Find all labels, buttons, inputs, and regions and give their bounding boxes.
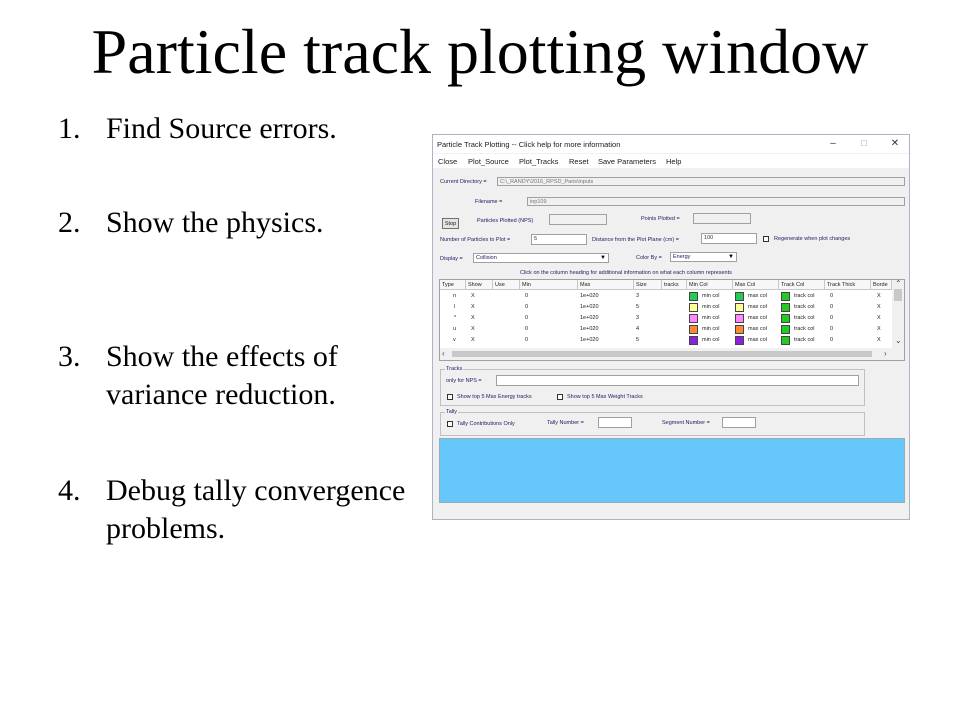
- window-titlebar: [433, 135, 909, 153]
- cell-size[interactable]: 4: [636, 326, 640, 332]
- track-color-swatch[interactable]: [781, 292, 790, 301]
- tracks-group-legend: Tracks: [446, 366, 463, 372]
- filename-label: Filename =: [475, 199, 503, 205]
- bullet-text: Debug tally convergence problems.: [106, 474, 406, 545]
- cell-size[interactable]: 3: [636, 293, 640, 299]
- table-row[interactable]: [440, 302, 892, 313]
- current-directory-label: Current Directory =: [440, 179, 487, 185]
- cell-show[interactable]: X: [471, 293, 475, 299]
- bullet-text: Show the effects of variance reduction.: [106, 340, 338, 411]
- cell-show[interactable]: X: [471, 337, 475, 343]
- cell-track-thick[interactable]: 0: [830, 293, 834, 299]
- tally-contributions-checkbox[interactable]: [447, 421, 453, 427]
- particles-plotted-field: [549, 214, 607, 225]
- cell-min[interactable]: 0: [525, 315, 529, 321]
- top5-weight-label: Show top 5 Max Weight Tracks: [567, 394, 643, 400]
- tally-contributions-label: Tally Contributions Only: [457, 421, 515, 427]
- cell-min-col: min col: [702, 293, 720, 299]
- menu-bar: [433, 154, 909, 168]
- cell-max[interactable]: 1e+020: [580, 304, 599, 310]
- close-window-button[interactable]: ✕: [890, 138, 900, 149]
- track-color-swatch[interactable]: [781, 325, 790, 334]
- cell-type: *: [454, 315, 457, 321]
- num-particles-label: Number of Particles to Plot =: [440, 237, 511, 243]
- cell-track-thick[interactable]: 0: [830, 315, 834, 321]
- cell-min-col: min col: [702, 337, 720, 343]
- table-hint: Click on the column heading for additional information on what each column represents: [520, 270, 732, 276]
- cell-border[interactable]: X: [877, 337, 881, 343]
- column-header-min-col[interactable]: Min Col: [687, 280, 733, 290]
- cell-type: u: [453, 326, 457, 332]
- cell-max[interactable]: 1e+020: [580, 326, 599, 332]
- chevron-down-icon: ▼: [728, 254, 734, 260]
- only-for-nps-input[interactable]: [496, 375, 859, 386]
- cell-size[interactable]: 3: [636, 315, 640, 321]
- points-plotted-label: Points Plotted =: [641, 216, 680, 222]
- bullet-text: Show the physics.: [106, 206, 324, 239]
- column-header-track-thick[interactable]: Track Thick: [825, 280, 871, 290]
- vertical-scroll-thumb[interactable]: [894, 289, 902, 301]
- bullet-number: 3.: [58, 340, 81, 373]
- bullet-text: Find Source errors.: [106, 112, 337, 145]
- min-color-swatch[interactable]: [689, 314, 698, 323]
- color-by-label: Color By =: [636, 255, 662, 261]
- cell-show[interactable]: X: [471, 315, 475, 321]
- cell-max[interactable]: 1e+020: [580, 337, 599, 343]
- cell-track-col: track col: [794, 337, 815, 343]
- min-color-swatch[interactable]: [689, 292, 698, 301]
- message-output-area[interactable]: [439, 438, 905, 503]
- cell-border[interactable]: X: [877, 315, 881, 321]
- cell-min[interactable]: 0: [525, 326, 529, 332]
- cell-track-col: track col: [794, 293, 815, 299]
- tally-number-input[interactable]: [598, 417, 632, 428]
- cell-show[interactable]: X: [471, 304, 475, 310]
- tracks-group: [440, 366, 865, 406]
- scroll-down-icon[interactable]: ⌄: [895, 336, 902, 345]
- table-row[interactable]: [440, 291, 892, 302]
- menu-plot-source[interactable]: Plot_Source: [468, 157, 509, 166]
- column-header-show[interactable]: Show: [466, 280, 493, 290]
- particles-plotted-label: Particles Plotted (NPS): [477, 218, 534, 224]
- max-color-swatch[interactable]: [735, 325, 744, 334]
- column-header-min[interactable]: Min: [520, 280, 578, 290]
- particle-table: [439, 279, 905, 361]
- max-color-swatch[interactable]: [735, 336, 744, 345]
- current-directory-field[interactable]: C:\_RANDY\2016_RPSD_Paris\inputs: [497, 177, 905, 186]
- display-label: Display =: [440, 256, 463, 262]
- scroll-up-icon[interactable]: ⌃: [895, 279, 902, 288]
- cell-min-col: min col: [702, 326, 720, 332]
- color-by-select[interactable]: [670, 252, 737, 262]
- cell-track-col: track col: [794, 304, 815, 310]
- menu-reset[interactable]: Reset: [569, 157, 589, 166]
- track-color-swatch[interactable]: [781, 336, 790, 345]
- tally-group: [440, 409, 865, 436]
- table-row[interactable]: [440, 324, 892, 335]
- max-color-swatch[interactable]: [735, 292, 744, 301]
- cell-border[interactable]: X: [877, 293, 881, 299]
- cell-min[interactable]: 0: [525, 304, 529, 310]
- tally-number-label: Tally Number =: [547, 420, 584, 426]
- chevron-down-icon: ▼: [600, 255, 606, 261]
- cell-max-col: max col: [748, 304, 767, 310]
- column-header-max[interactable]: Max: [578, 280, 634, 290]
- top5-energy-label: Show top 5 Max Energy tracks: [457, 394, 532, 400]
- cell-size[interactable]: 5: [636, 304, 640, 310]
- track-color-swatch[interactable]: [781, 314, 790, 323]
- horizontal-scroll-thumb[interactable]: [452, 351, 872, 357]
- menu-save-parameters[interactable]: Save Parameters: [598, 157, 656, 166]
- max-color-swatch[interactable]: [735, 303, 744, 312]
- table-vertical-scrollbar[interactable]: [892, 280, 904, 348]
- min-color-swatch[interactable]: [689, 336, 698, 345]
- menu-close[interactable]: Close: [438, 157, 458, 166]
- column-header-border[interactable]: Borde: [871, 280, 892, 290]
- column-header-type[interactable]: Type: [440, 280, 466, 290]
- cell-track-thick[interactable]: 0: [830, 326, 834, 332]
- top5-energy-checkbox[interactable]: [447, 394, 453, 400]
- slide-title: Particle track plotting window: [91, 16, 869, 87]
- min-color-swatch[interactable]: [689, 303, 698, 312]
- bullet-number: 2.: [58, 206, 81, 239]
- cell-border[interactable]: X: [877, 304, 881, 310]
- cell-track-col: track col: [794, 326, 815, 332]
- cell-max-col: max col: [748, 293, 767, 299]
- cell-track-thick[interactable]: 0: [830, 304, 834, 310]
- only-for-nps-label: only for NPS =: [446, 378, 482, 384]
- scroll-left-icon[interactable]: ‹: [442, 349, 445, 358]
- min-color-swatch[interactable]: [689, 325, 698, 334]
- table-horizontal-scrollbar[interactable]: [440, 348, 904, 360]
- cell-show[interactable]: X: [471, 326, 475, 332]
- cell-max[interactable]: 1e+020: [580, 293, 599, 299]
- column-header-track-col[interactable]: Track Col: [779, 280, 825, 290]
- window-title: Particle Track Plotting -- Click help for more information: [437, 140, 621, 149]
- column-header-use[interactable]: Use: [493, 280, 520, 290]
- cell-min[interactable]: 0: [525, 337, 529, 343]
- filename-field[interactable]: inp109: [527, 197, 905, 206]
- stop-button[interactable]: Stop: [442, 218, 459, 229]
- cell-max[interactable]: 1e+020: [580, 315, 599, 321]
- menu-help[interactable]: Help: [666, 157, 682, 166]
- menu-plot-tracks[interactable]: Plot_Tracks: [519, 157, 559, 166]
- table-row[interactable]: [440, 313, 892, 324]
- maximize-button[interactable]: □: [860, 138, 868, 149]
- column-header-max-col[interactable]: Max Col: [733, 280, 779, 290]
- cell-track-thick[interactable]: 0: [830, 337, 834, 343]
- regenerate-checkbox[interactable]: [763, 236, 769, 242]
- segment-number-label: Segment Number =: [662, 420, 710, 426]
- cell-max-col: max col: [748, 326, 767, 332]
- cell-border[interactable]: X: [877, 326, 881, 332]
- distance-input[interactable]: 100: [701, 233, 757, 244]
- bullet-number: 4.: [58, 474, 81, 507]
- cell-min-col: min col: [702, 315, 720, 321]
- top5-weight-checkbox[interactable]: [557, 394, 563, 400]
- cell-max-col: max col: [748, 337, 767, 343]
- segment-number-input[interactable]: [722, 417, 756, 428]
- cell-type: l: [454, 304, 456, 310]
- max-color-swatch[interactable]: [735, 314, 744, 323]
- table-row[interactable]: [440, 335, 892, 346]
- bullet-number: 1.: [58, 112, 81, 145]
- tally-group-legend: Tally: [446, 409, 458, 415]
- minimize-button[interactable]: –: [830, 138, 836, 149]
- column-header-tracks[interactable]: tracks: [662, 280, 687, 290]
- cell-max-col: max col: [748, 315, 767, 321]
- cell-size[interactable]: 5: [636, 337, 640, 343]
- display-select[interactable]: [473, 253, 609, 263]
- regenerate-label: Regenerate when plot changes: [774, 236, 851, 242]
- color-by-value: Energy: [673, 254, 691, 260]
- column-header-size[interactable]: Size: [634, 280, 662, 290]
- distance-label: Distance from the Plot Plane (cm) =: [592, 237, 679, 243]
- particle-track-window: [432, 134, 910, 520]
- track-color-swatch[interactable]: [781, 303, 790, 312]
- cell-type: n: [453, 293, 457, 299]
- cell-track-col: track col: [794, 315, 815, 321]
- num-particles-input[interactable]: 5: [531, 234, 587, 245]
- scroll-right-icon[interactable]: ›: [884, 349, 887, 358]
- display-value: Collision: [476, 255, 497, 261]
- cell-min-col: min col: [702, 304, 720, 310]
- points-plotted-field: [693, 213, 751, 224]
- cell-min[interactable]: 0: [525, 293, 529, 299]
- cell-type: v: [453, 337, 456, 343]
